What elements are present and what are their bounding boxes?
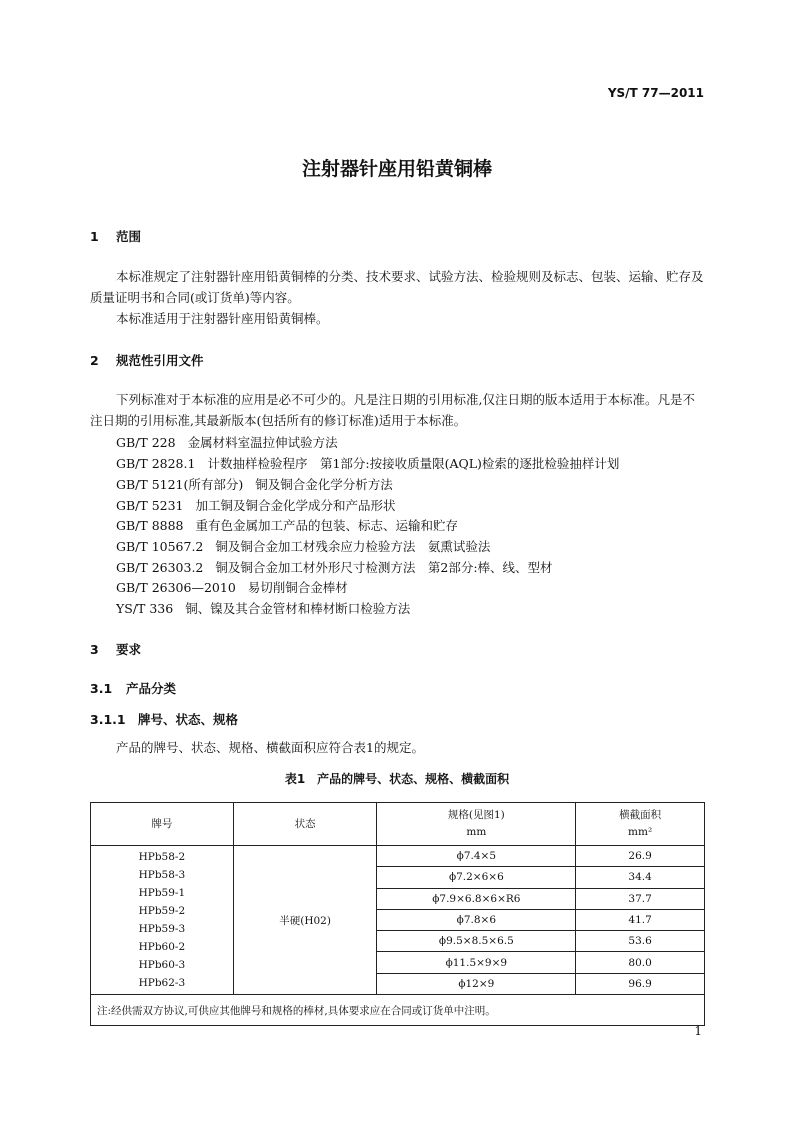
header-spec-unit: mm bbox=[466, 826, 487, 838]
brand-item: HPb59-2 bbox=[138, 905, 186, 917]
reference-title: 加工铜及铜合金化学成分和产品形状 bbox=[195, 498, 396, 513]
section-3-1-heading bbox=[90, 679, 176, 697]
section-title: 范围 bbox=[116, 229, 142, 244]
brand-item: HPb58-2 bbox=[138, 851, 186, 863]
paragraph-text: 下列标准对于本标准的应用是必不可少的。凡是注日期的引用标准,仅注日期的版本适用于本标准。凡是不注日期的引用标准,其最新版本(包括所有的修订标准)适用于本标准。 bbox=[90, 392, 695, 428]
section-2-heading bbox=[90, 351, 204, 369]
section-number: 3 bbox=[90, 642, 99, 657]
header-state: 状态 bbox=[233, 803, 377, 846]
area-cell: 96.9 bbox=[576, 973, 705, 994]
spec-cell: ϕ7.8×6 bbox=[377, 909, 576, 930]
reference-title: 铜及铜合金加工材残余应力检验方法 氨熏试验法 bbox=[215, 539, 491, 554]
reference-code: GB/T 8888 bbox=[116, 518, 184, 533]
reference-code: GB/T 5121(所有部分) bbox=[116, 477, 244, 492]
reference-item bbox=[116, 454, 619, 472]
spec-cell: ϕ7.9×6.8×6×R6 bbox=[377, 888, 576, 909]
area-cell: 41.7 bbox=[576, 909, 705, 930]
spec-cell: ϕ7.2×6×6 bbox=[377, 867, 576, 888]
section-3-1-1-heading bbox=[90, 710, 238, 728]
area-cell: 34.4 bbox=[576, 867, 705, 888]
reference-code: GB/T 228 bbox=[116, 435, 176, 450]
area-cell: 80.0 bbox=[576, 952, 705, 973]
brand-item: HPb60-3 bbox=[138, 959, 186, 971]
section-2-paragraph-1 bbox=[90, 389, 704, 431]
reference-title: 铜及铜合金化学分析方法 bbox=[255, 477, 393, 492]
section-1-paragraph-1 bbox=[90, 266, 704, 308]
header-area-unit: mm² bbox=[628, 826, 653, 838]
brand-item: HPb62-3 bbox=[138, 977, 186, 989]
area-cell: 53.6 bbox=[576, 931, 705, 952]
table-row bbox=[91, 846, 705, 867]
section-number: 3.1.1 bbox=[90, 712, 126, 727]
table-note-row bbox=[91, 995, 705, 1026]
table-header-row bbox=[91, 803, 705, 846]
reference-title: 铜及铜合金加工材外形尺寸检测方法 第2部分:棒、线、型材 bbox=[215, 560, 553, 575]
section-3-1-1-paragraph bbox=[90, 737, 704, 758]
standard-number: YS/T 77—2011 bbox=[607, 86, 704, 100]
paragraph-text: 产品的牌号、状态、规格、横截面积应符合表1的规定。 bbox=[116, 740, 424, 755]
spec-cell: ϕ11.5×9×9 bbox=[377, 952, 576, 973]
header-area bbox=[576, 803, 705, 846]
reference-code: GB/T 2828.1 bbox=[116, 456, 196, 471]
reference-code: GB/T 26303.2 bbox=[116, 560, 204, 575]
section-1-paragraph-2 bbox=[90, 308, 704, 329]
reference-title: 铜、镍及其合金管材和棒材断口检验方法 bbox=[185, 601, 411, 616]
section-title: 牌号、状态、规格 bbox=[138, 712, 239, 727]
paragraph-text: 本标准规定了注射器针座用铅黄铜棒的分类、技术要求、试验方法、检验规则及标志、包装、运输、贮存及质量证明书和合同(或订货单)等内容。 bbox=[90, 269, 704, 305]
product-table bbox=[90, 802, 705, 1026]
reference-title: 重有色金属加工产品的包装、标志、运输和贮存 bbox=[195, 518, 459, 533]
section-title: 要求 bbox=[116, 642, 142, 657]
area-cell: 26.9 bbox=[576, 846, 705, 867]
brand-list-cell bbox=[91, 846, 234, 995]
reference-item bbox=[116, 496, 396, 514]
header-spec-label: 规格(见图1) bbox=[447, 809, 505, 821]
state-cell: 半硬(H02) bbox=[233, 846, 377, 995]
paragraph-text: 本标准适用于注射器针座用铅黄铜棒。 bbox=[116, 311, 329, 326]
section-number: 1 bbox=[90, 229, 99, 244]
section-1-heading bbox=[90, 227, 141, 245]
area-cell: 37.7 bbox=[576, 888, 705, 909]
reference-title: 计数抽样检验程序 第1部分:按接收质量限(AQL)检索的逐批检验抽样计划 bbox=[207, 456, 620, 471]
brand-item: HPb59-3 bbox=[138, 923, 186, 935]
header-spec bbox=[377, 803, 576, 846]
reference-code: GB/T 5231 bbox=[116, 498, 184, 513]
reference-code: GB/T 10567.2 bbox=[116, 539, 204, 554]
reference-code: GB/T 26306—2010 bbox=[116, 580, 236, 595]
section-title: 产品分类 bbox=[126, 681, 177, 696]
spec-cell: ϕ12×9 bbox=[377, 973, 576, 994]
reference-item bbox=[116, 599, 410, 617]
reference-title: 金属材料室温拉伸试验方法 bbox=[187, 435, 338, 450]
reference-item bbox=[116, 475, 393, 493]
reference-title: 易切削铜合金棒材 bbox=[247, 580, 348, 595]
reference-item bbox=[116, 558, 553, 576]
header-area-label: 横截面积 bbox=[619, 809, 662, 821]
reference-item bbox=[116, 537, 490, 555]
table-caption: 表1 产品的牌号、状态、规格、横截面积 bbox=[284, 772, 510, 786]
section-title: 规范性引用文件 bbox=[116, 353, 204, 368]
reference-item bbox=[116, 578, 348, 596]
section-number: 2 bbox=[90, 353, 99, 368]
brand-item: HPb58-3 bbox=[138, 869, 186, 881]
reference-item bbox=[116, 516, 458, 534]
spec-cell: ϕ9.5×8.5×6.5 bbox=[377, 931, 576, 952]
section-3-heading bbox=[90, 640, 141, 658]
section-number: 3.1 bbox=[90, 681, 113, 696]
spec-cell: ϕ7.4×5 bbox=[377, 846, 576, 867]
brand-item: HPb60-2 bbox=[138, 941, 186, 953]
header-brand: 牌号 bbox=[91, 803, 234, 846]
document-title: 注射器针座用铅黄铜棒 bbox=[301, 158, 492, 180]
reference-code: YS/T 336 bbox=[116, 601, 174, 616]
page-number: 1 bbox=[694, 1024, 702, 1038]
reference-item bbox=[116, 433, 338, 451]
table-note: 注:经供需双方协议,可供应其他牌号和规格的棒材,具体要求应在合同或订货单中注明。 bbox=[91, 995, 705, 1026]
brand-item: HPb59-1 bbox=[138, 887, 186, 899]
